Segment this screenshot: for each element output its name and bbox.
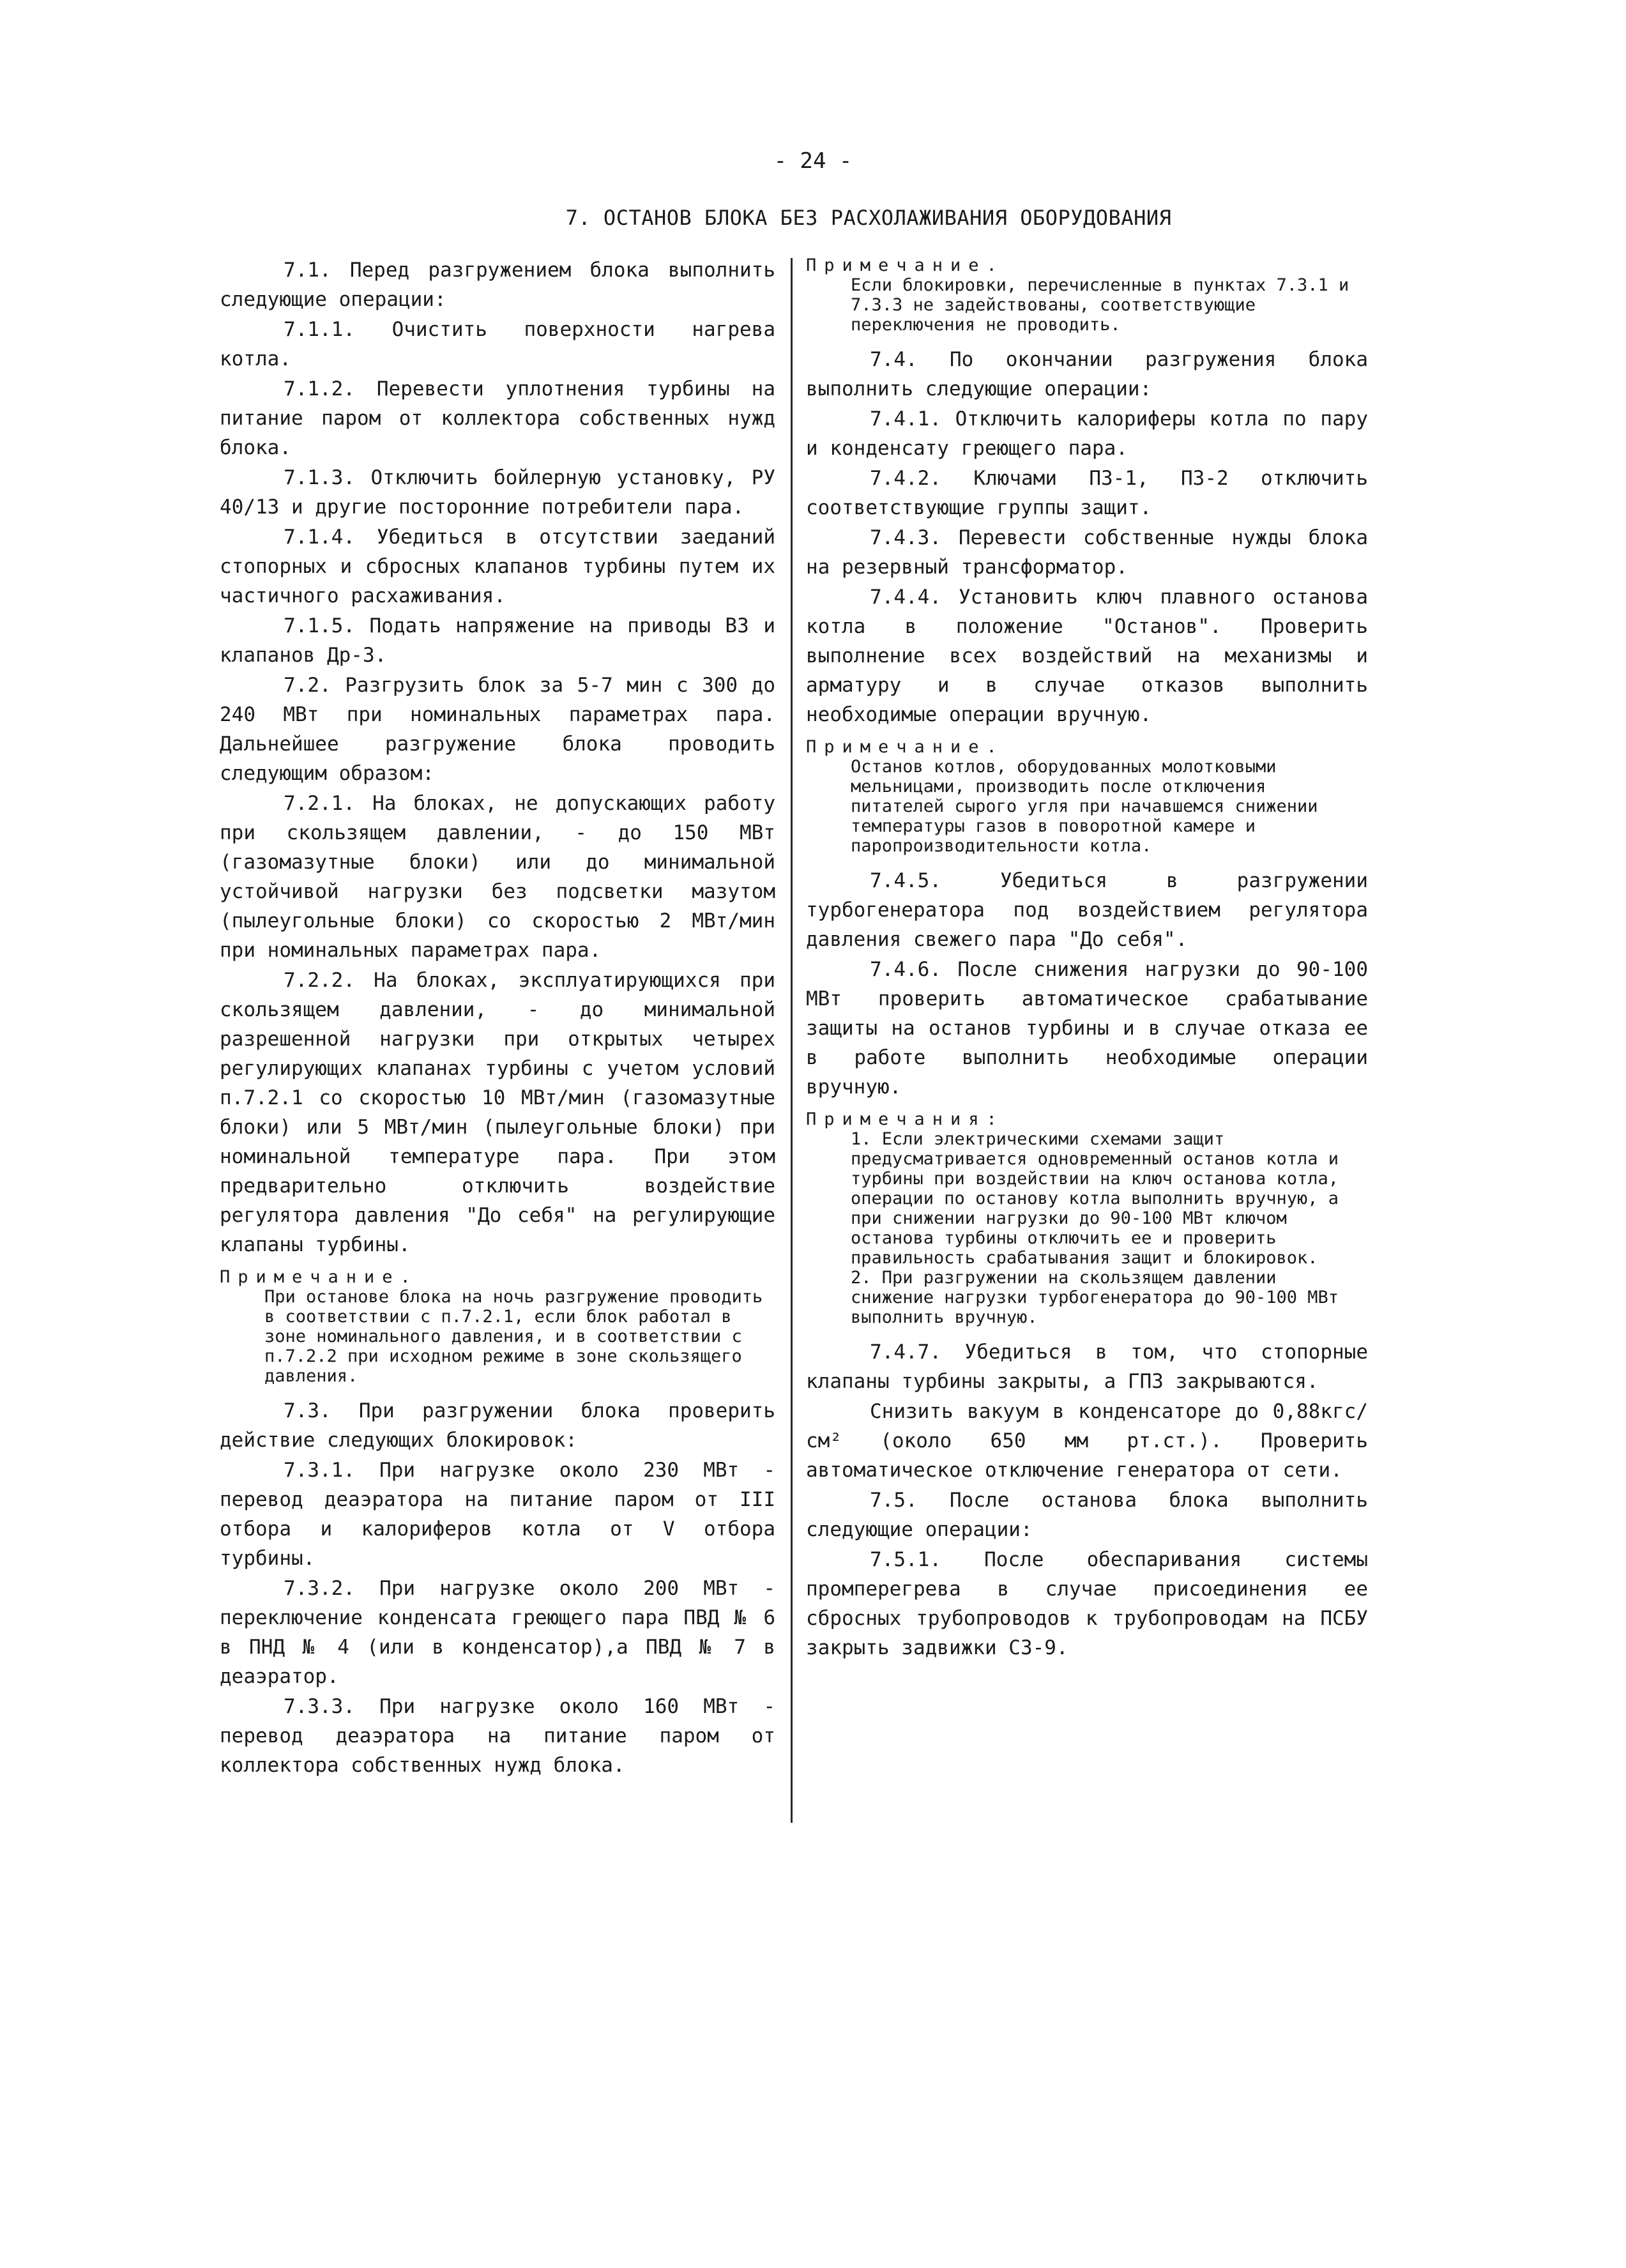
notes-7-4-6 (806, 1109, 1368, 1327)
paragraph-7-2: 7.2. Разгрузить блок за 5-7 мин с 300 до 240 МВт при номинальных параметрах пара. Дальнейшее разгружение блока проводить следующим образом: (220, 674, 775, 785)
paragraph-7-3-2: 7.3.2. При нагрузке около 200 МВт - переключение конденсата греющего пара ПВД № 6 в ПНД № 4 (или в конденсатор),а ПВД № 7 в деаэратор. (220, 1577, 775, 1688)
note-text: Останов котлов, оборудованных молотковыми мельницами, производить после отключения питателей сырого угля при начавшемся снижении температуры газов в поворотной камере и паропроизводительности котла. (851, 757, 1318, 856)
left-column (220, 255, 775, 1781)
paragraph-7-3-1: 7.3.1. При нагрузке около 230 МВт - перевод деаэратора на питание паром от III отбора и калориферов котла от V отбора турбины. (220, 1459, 775, 1570)
note-label: Примечание. (806, 255, 1005, 275)
note-text-2: 2. При разгружении на скользящем давлении снижение нагрузки турбогенератора до 90-100 МВт выполнить вручную. (851, 1268, 1339, 1327)
paragraph-vacuum: Снизить вакуум в конденсаторе до 0,88кгс/см² (около 650 мм рт.ст.). Проверить автоматическое отключение генератора от сети. (806, 1400, 1368, 1482)
column-divider (791, 258, 793, 1823)
note-7-2 (220, 1267, 775, 1386)
paragraph-7-1: 7.1. Перед разгружением блока выполнить следующие операции: (220, 259, 775, 311)
paragraph-7-4-3: 7.4.3. Перевести собственные нужды блока на резервный трансформатор. (806, 526, 1368, 579)
note-label: Примечание. (806, 737, 1005, 757)
note-text: При останове блока на ночь разгружение проводить в соответствии с п.7.2.1, если блок работал в зоне номинального давления, и в соответствии с п.7.2.2 при исходном режиме в зоне скользящего давления. (264, 1287, 763, 1386)
paragraph-7-1-4: 7.1.4. Убедиться в отсутствии заеданий стопорных и сбросных клапанов турбины путем их частичного расхаживания. (220, 526, 775, 607)
paragraph-7-5: 7.5. После останова блока выполнить следующие операции: (806, 1489, 1368, 1541)
paragraph-7-4-6: 7.4.6. После снижения нагрузки до 90-100 МВт проверить автоматическое срабатывание защиты на останов турбины и в случае отказа ее в работе выполнить необходимые операции вручную. (806, 958, 1368, 1099)
page-number: - 24 - (773, 148, 853, 174)
note-7-3 (806, 255, 1368, 335)
paragraph-7-4-1: 7.4.1. Отключить калориферы котла по пару и конденсату греющего пара. (806, 407, 1368, 460)
note-7-4-4 (806, 737, 1368, 856)
paragraph-7-4-4: 7.4.4. Установить ключ плавного останова котла в положение "Останов". Проверить выполнение всех воздействий на механизмы и арматуру и в случае отказов выполнить необходимые операции вручную. (806, 586, 1368, 726)
paragraph-7-2-1: 7.2.1. На блоках, не допускающих работу при скользящем давлении, - до 150 МВт (газомазутные блоки) или до минимальной устойчивой нагрузки без подсветки мазутом (пылеугольные блоки) со скоростью 2 МВт/мин при номинальных параметрах пара. (220, 792, 775, 962)
paragraph-7-1-5: 7.1.5. Подать напряжение на приводы ВЗ и клапанов Др-3. (220, 614, 775, 667)
paragraph-7-3: 7.3. При разгружении блока проверить действие следующих блокировок: (220, 1399, 775, 1452)
note-label: Примечание. (220, 1267, 418, 1287)
paragraph-7-3-3: 7.3.3. При нагрузке около 160 МВт - перевод деаэратора на питание паром от коллектора собственных нужд блока. (220, 1695, 775, 1777)
note-text-1: 1. Если электрическими схемами защит предусматривается одновременный останов котла и турбины при воздействии на ключ останова котла, операции по останову котла выполнить вручную, а при снижении нагрузки до 90-100 МВт ключом останова турбины отключить ее и проверить правильность срабатывания защит и блокировок. (851, 1129, 1339, 1268)
section-title: 7. ОСТАНОВ БЛОКА БЕЗ РАСХОЛАЖИВАНИЯ ОБОРУДОВАНИЯ (565, 206, 1172, 230)
notes-label: Примечания: (806, 1109, 1005, 1129)
note-text: Если блокировки, перечисленные в пунктах 7.3.1 и 7.3.3 не задействованы, соответствующие переключения не проводить. (851, 275, 1349, 335)
paragraph-7-1-2: 7.1.2. Перевести уплотнения турбины на питание паром от коллектора собственных нужд блока. (220, 377, 775, 459)
paragraph-7-2-2: 7.2.2. На блоках, эксплуатирующихся при скользящем давлении, - до минимальной разрешенной нагрузки при открытых четырех регулирующих клапанах турбины с учетом условий п.7.2.1 со скоростью 10 МВт/мин (газомазутные блоки) или 5 МВт/мин (пылеугольные блоки) при номинальной температуре пара. При этом предварительно отключить воздействие регулятора давления "До себя" на регулирующие клапаны турбины. (220, 969, 775, 1256)
paragraph-7-1-3: 7.1.3. Отключить бойлерную установку, РУ 40/13 и другие посторонние потребители пара. (220, 466, 775, 519)
paragraph-7-4-5: 7.4.5. Убедиться в разгружении турбогенератора под воздействием регулятора давления свежего пара "До себя". (806, 869, 1368, 951)
right-column (806, 255, 1368, 1663)
paragraph-7-1-1: 7.1.1. Очистить поверхности нагрева котла. (220, 318, 775, 370)
paragraph-7-4-7: 7.4.7. Убедиться в том, что стопорные клапаны турбины закрыты, а ГПЗ закрываются. (806, 1341, 1368, 1393)
paragraph-7-5-1: 7.5.1. После обеспаривания системы промперегрева в случае присоединения ее сбросных трубопроводов к трубопроводам на ПСБУ закрыть задвижки СЗ-9. (806, 1548, 1368, 1659)
paragraph-7-4-2: 7.4.2. Ключами ПЗ-1, ПЗ-2 отключить соответствующие группы защит. (806, 467, 1368, 519)
paragraph-7-4: 7.4. По окончании разгружения блока выполнить следующие операции: (806, 348, 1368, 400)
